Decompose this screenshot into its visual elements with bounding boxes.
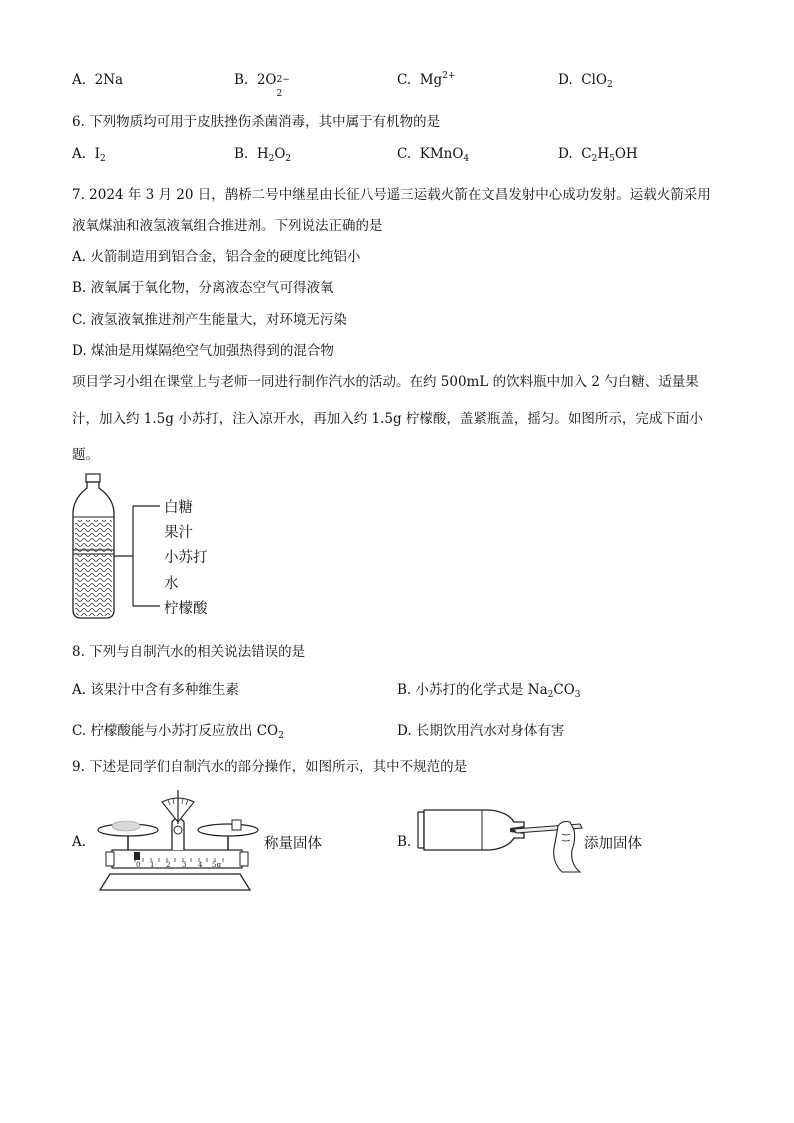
q7-stem-line2: 液氧煤油和液氢液氧组合推进剂。下列说法正确的是 — [72, 218, 383, 234]
hand — [554, 822, 580, 873]
intro-line1: 项目学习小组在课堂上与老师一同进行制作汽水的活动。在约 500mL 的饮料瓶中加入 2 勺白糖、适量果 — [72, 374, 699, 390]
q6-stem: 6. 下列物质均可用于皮肤挫伤杀菌消毒，其中属于有机物的是 — [72, 114, 441, 130]
bottle-label-juice: 果汁 — [164, 525, 193, 541]
q8-option-d: D. 长期饮用汽水对身体有害 — [397, 723, 565, 739]
q8-option-c: C. 柠檬酸能与小苏打反应放出 $CO_2$ — [72, 723, 284, 741]
bottle-liquid — [75, 520, 112, 616]
solid-powder — [112, 821, 140, 831]
q6-option-a: A. $I_2$ — [72, 146, 106, 164]
scale-pan-right — [198, 824, 258, 836]
q9-option-b-letter: B. — [397, 834, 412, 850]
balance-scale-figure — [90, 786, 265, 896]
scale-knob-right — [240, 852, 248, 866]
scale-rider — [134, 852, 140, 860]
q8-stem: 8. 下列与自制汽水的相关说法错误的是 — [72, 644, 306, 660]
scale-pivot — [174, 826, 182, 834]
q8-option-a: A. 该果汁中含有多种维生素 — [72, 682, 239, 698]
scale-tick-2: 2 — [166, 861, 171, 869]
q9-option-a-caption: 称量固体 — [264, 836, 322, 852]
q7-option-b: B. 液氧属于氧化物，分离液态空气可得液氧 — [72, 280, 334, 296]
q5-option-c: C. $Mg^{2+}$ — [397, 71, 456, 88]
scale-tick-0: 0 — [136, 861, 141, 869]
q5-option-b: B. 2O 2− 2 — [234, 72, 290, 99]
scale-tick-1: 1 — [150, 861, 155, 869]
q6-option-d: D. $C_2H_5OH$ — [558, 146, 638, 164]
q5-option-a: A. 2Na — [72, 72, 124, 88]
bottle-label-baking-soda: 小苏打 — [164, 550, 208, 566]
scale-weight — [232, 820, 241, 830]
intro-line3: 题。 — [72, 447, 99, 463]
q9-option-a-letter: A. — [72, 834, 87, 850]
q7-option-d: D. 煤油是用煤隔绝空气加强热得到的混合物 — [72, 343, 334, 359]
q6-option-b: B. $H_2O_2$ — [234, 146, 292, 164]
scale-knob-left — [106, 852, 114, 866]
intro-line2: 汁，加入约 1.5g 小苏打，注入凉开水，再加入约 1.5g 柠檬酸，盖紧瓶盖，摇匀。如图所示，完成下面小 — [72, 411, 703, 427]
q6-option-c: C. KMnO$_4$ — [397, 146, 470, 164]
q8-option-b: B. 小苏打的化学式是 $Na_2CO_3$ — [397, 682, 581, 700]
scale-tick-5g: 5g — [212, 861, 221, 869]
q5-option-d: D. ClO$_2$ — [558, 72, 613, 90]
scale-beam — [112, 850, 242, 868]
bottle-label-water: 水 — [164, 576, 179, 592]
add-solid-figure — [412, 804, 612, 874]
scale-tick-4: 4 — [198, 861, 203, 869]
q7-option-c: C. 液氢液氧推进剂产生能量大，对环境无污染 — [72, 312, 347, 328]
bottle-cap — [86, 474, 100, 482]
bottle-label-citric-acid: 柠檬酸 — [164, 601, 208, 617]
bottle-horizontal — [424, 810, 524, 850]
q9-stem: 9. 下述是同学们自制汽水的部分操作，如图所示，其中不规范的是 — [72, 759, 468, 775]
bottle-label-sugar: 白糖 — [164, 500, 193, 516]
q7-stem-line1: 7. 2024 年 3 月 20 日，鹊桥二号中继星由长征八号遥三运载火箭在文昌发射中心成功发射。运载火箭采用 — [72, 187, 711, 203]
bottle-bottom — [418, 812, 424, 848]
q9-option-b-caption: 添加固体 — [584, 836, 642, 852]
scale-tick-3: 3 — [182, 861, 187, 869]
scale-base — [100, 874, 250, 890]
bottle-figure — [66, 472, 166, 622]
q7-option-a: A. 火箭制造用到铝合金，铝合金的硬度比纯铝小 — [72, 249, 361, 265]
